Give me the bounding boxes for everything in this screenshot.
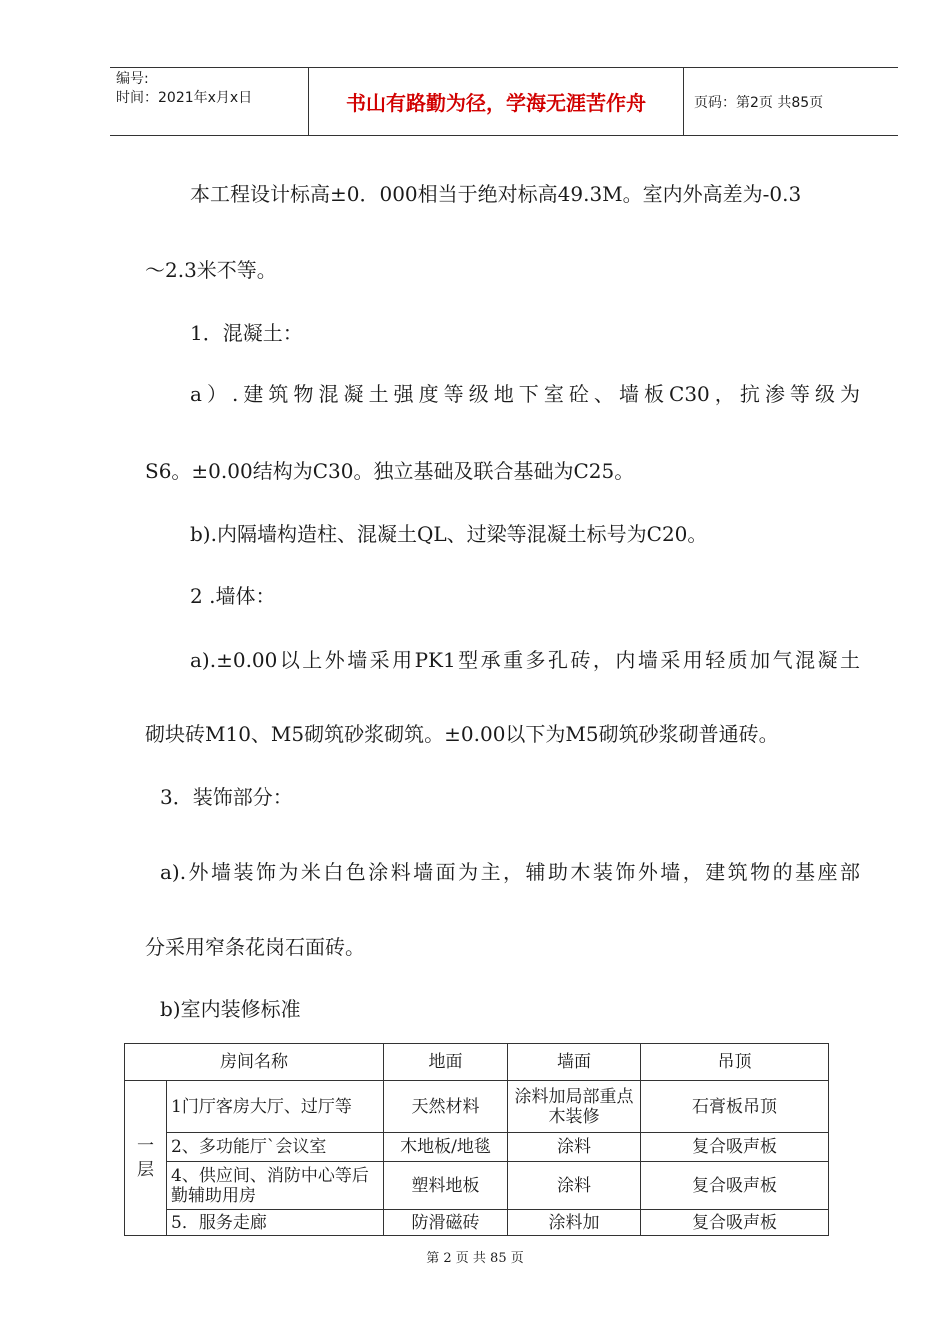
table-row xyxy=(125,1133,829,1162)
table-header-floor: 地面 xyxy=(384,1044,508,1081)
ceiling-finish: 复合吸声板 xyxy=(641,1133,829,1162)
paragraph-concrete-a-line1: a）.建筑物混凝土强度等级地下室砼、墙板C30，抗渗等级为 xyxy=(190,382,860,406)
table-row xyxy=(125,1081,829,1133)
floor-finish: 塑料地板 xyxy=(384,1162,508,1210)
header-meta xyxy=(110,68,309,135)
code-label: 编号: xyxy=(116,71,149,87)
page-footer: 第 2 页 共 85 页 xyxy=(426,1251,524,1266)
interior-finish-table xyxy=(124,1043,829,1236)
room-name: 5．服务走廊 xyxy=(167,1210,384,1236)
header-motto: 书山有路勤为径，学海无涯苦作舟 xyxy=(309,68,684,135)
paragraph-concrete-a-line2: S6。±0.00结构为C30。独立基础及联合基础为C25。 xyxy=(145,459,635,483)
room-name: 1门厅客房大厅、过厅等 xyxy=(167,1081,384,1133)
time-label: 时间：2021年x月x日 xyxy=(116,90,253,106)
heading-decoration: 3．装饰部分： xyxy=(160,785,293,809)
table-header-wall: 墙面 xyxy=(508,1044,641,1081)
table-header-room: 房间名称 xyxy=(125,1044,384,1081)
wall-finish: 涂料 xyxy=(508,1133,641,1162)
floor-finish: 天然材料 xyxy=(384,1081,508,1133)
floor-finish: 木地板/地毯 xyxy=(384,1133,508,1162)
paragraph-elevation-line1: 本工程设计标高±0．000相当于绝对标高49.3M。室内外高差为-0.3 xyxy=(190,182,802,206)
floor-label: 一 层 xyxy=(125,1081,167,1236)
header-page-info: 页码：第2页 共85页 xyxy=(694,94,824,111)
room-name: 4、供应间、消防中心等后勤辅助用房 xyxy=(167,1162,384,1210)
paragraph-interior-standard: b)室内装修标准 xyxy=(160,997,301,1021)
paragraph-elevation-line2: ～2.3米不等。 xyxy=(145,258,277,282)
paragraph-walls-line1: a).±0.00以上外墙采用PK1型承重多孔砖，内墙采用轻质加气混凝土 xyxy=(190,648,860,672)
table-header-row xyxy=(125,1044,829,1081)
paragraph-decoration-line1: a).外墙装饰为米白色涂料墙面为主，辅助木装饰外墙，建筑物的基座部 xyxy=(160,860,860,884)
wall-finish: 涂料加 xyxy=(508,1210,641,1236)
table-row xyxy=(125,1210,829,1236)
ceiling-finish: 复合吸声板 xyxy=(641,1162,829,1210)
paragraph-concrete-b: b).内隔墙构造柱、混凝土QL、过梁等混凝土标号为C20。 xyxy=(190,522,708,546)
room-name: 2、多功能厅`会议室 xyxy=(167,1133,384,1162)
heading-walls: 2 .墙体： xyxy=(190,584,276,608)
ceiling-finish: 复合吸声板 xyxy=(641,1210,829,1236)
heading-concrete: 1．混凝土： xyxy=(190,321,303,345)
paragraph-walls-line2: 砌块砖M10、M5砌筑砂浆砌筑。±0.00以下为M5砌筑砂浆砌普通砖。 xyxy=(145,722,779,746)
table-header-ceiling: 吊顶 xyxy=(641,1044,829,1081)
page-header xyxy=(110,67,898,136)
table-row xyxy=(125,1162,829,1210)
paragraph-decoration-line2: 分采用窄条花岗石面砖。 xyxy=(145,935,365,959)
ceiling-finish: 石膏板吊顶 xyxy=(641,1081,829,1133)
floor-finish: 防滑磁砖 xyxy=(384,1210,508,1236)
wall-finish: 涂料加局部重点木装修 xyxy=(508,1081,641,1133)
wall-finish: 涂料 xyxy=(508,1162,641,1210)
